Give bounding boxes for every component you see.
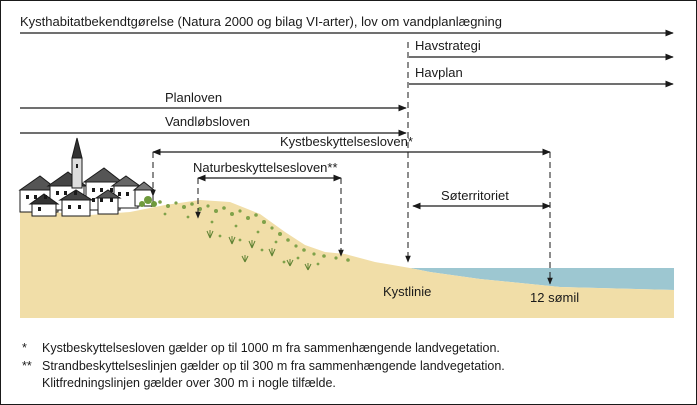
planloven-label: Planloven xyxy=(165,90,223,105)
note-strandbeskyttelse xyxy=(22,359,505,373)
kystbeskyttelse-label: Kystbeskyttelsesloven* xyxy=(280,134,413,149)
note-text: Klitfredningslinjen gælder over 300 m i nogle tilfælde. xyxy=(42,376,336,390)
note-mark: * xyxy=(22,341,27,355)
note-klitfredning xyxy=(22,376,336,390)
soterritoriet-label: Søterritoriet xyxy=(441,188,509,203)
note-text: Kystbeskyttelsesloven gælder op til 1000 m fra sammenhængende landvegetation. xyxy=(42,341,500,355)
kystlinie-label: Kystlinie xyxy=(383,284,432,299)
kysthabitat-label: Kysthabitatbekendtgørelse (Natura 2000 og bilag VI-arter), lov om vandplanlægning xyxy=(20,14,502,29)
havstrategi-label: Havstrategi xyxy=(415,38,481,53)
vandlob-label: Vandløbsloven xyxy=(165,114,251,129)
note-kystbeskyttelse xyxy=(22,341,500,355)
town-illustration xyxy=(20,138,154,216)
havplan-label: Havplan xyxy=(415,65,463,80)
note-text: Strandbeskyttelseslinjen gælder op til 300 m fra sammenhængende landvegetation. xyxy=(42,359,505,373)
naturbeskyttelse-label: Naturbeskyttelsesloven** xyxy=(193,160,338,175)
somil-label: 12 sømil xyxy=(530,290,580,305)
note-mark: ** xyxy=(22,359,32,373)
